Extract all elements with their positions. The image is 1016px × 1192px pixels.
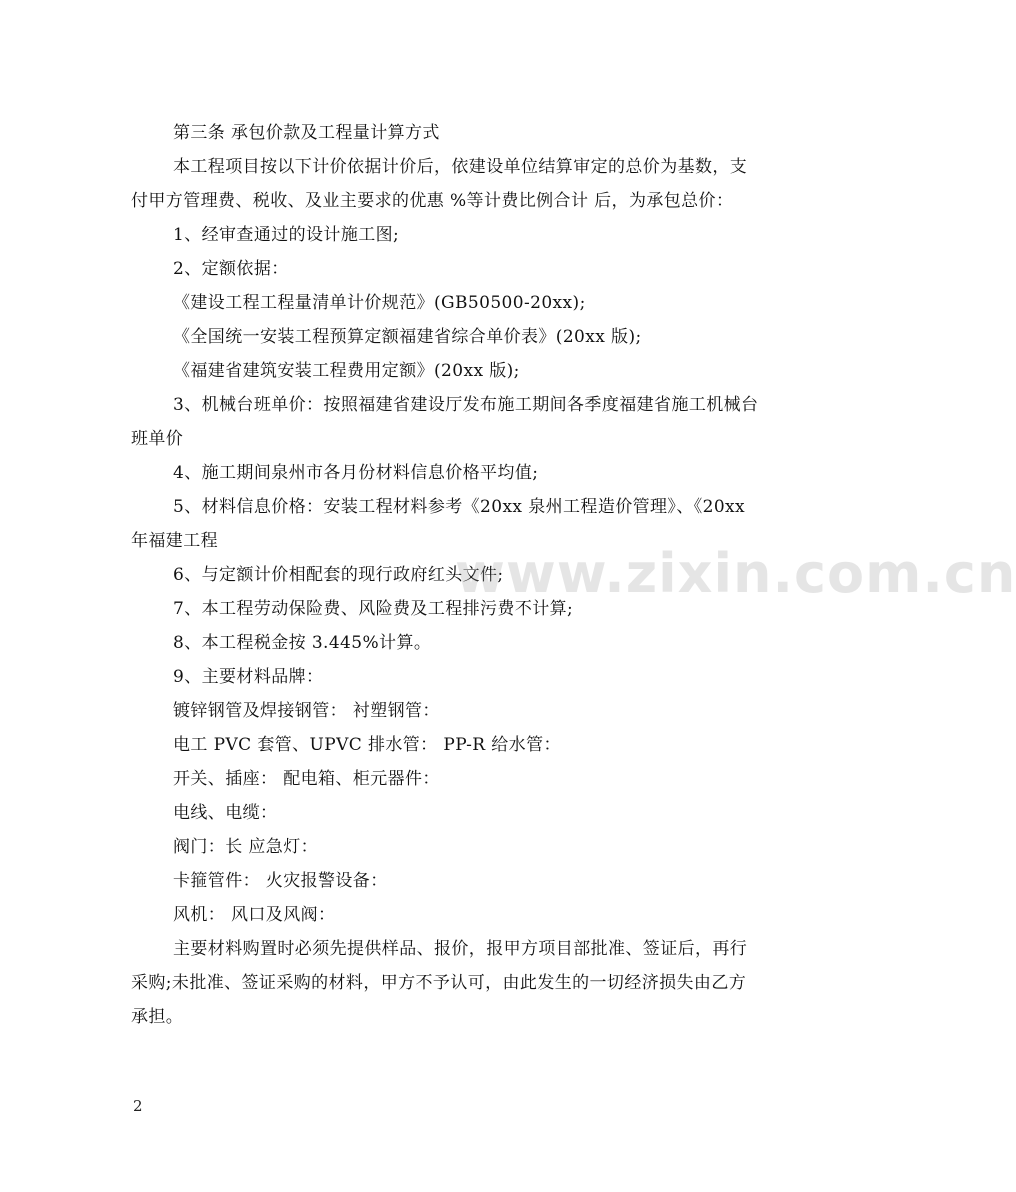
paragraph-line: 承担。 [131,1007,184,1027]
list-item: 3、机械台班单价：按照福建省建设厅发布施工期间各季度福建省施工机械台 [173,395,759,415]
material-line: 开关、插座： 配电箱、柜元器件： [173,769,440,789]
reference-line: 《建设工程工程量清单计价规范》(GB50500-20xx); [173,293,586,313]
material-line: 卡箍管件： 火灾报警设备： [173,871,388,891]
list-item: 9、主要材料品牌： [173,667,324,687]
list-item: 8、本工程税金按 3.445%计算。 [173,633,432,653]
material-line: 风机： 风口及风阀： [173,905,336,925]
paragraph-line: 年福建工程 [131,531,218,551]
material-line: 镀锌钢管及焊接钢管： 衬塑钢管： [173,701,440,721]
paragraph-line: 采购;未批准、签证采购的材料，甲方不予认可，由此发生的一切经济损失由乙方 [131,973,747,993]
list-item: 6、与定额计价相配套的现行政府红头文件; [173,565,504,585]
reference-line: 《全国统一安装工程预算定额福建省综合单价表》(20xx 版); [173,327,642,347]
list-item: 1、经审查通过的设计施工图; [173,225,400,245]
material-line: 电工 PVC 套管、UPVC 排水管： PP-R 给水管： [173,735,561,755]
paragraph-line: 付甲方管理费、税收、及业主要求的优惠 %等计费比例合计 后，为承包总价： [131,191,734,211]
paragraph-line: 主要材料购置时必须先提供样品、报价，报甲方项目部批准、签证后，再行 [173,939,748,959]
page-number: 2 [133,1097,143,1115]
list-item: 4、施工期间泉州市各月份材料信息价格平均值; [173,463,539,483]
material-line: 电线、电缆： [173,803,278,823]
paragraph-line: 本工程项目按以下计价依据计价后，依建设单位结算审定的总价为基数，支 [173,157,748,177]
list-item: 5、材料信息价格：安装工程材料参考《20xx 泉州工程造价管理》、《20xx [173,497,746,517]
section-heading: 第三条 承包价款及工程量计算方式 [173,123,440,143]
material-line: 阀门：长 应急灯： [173,837,319,857]
list-item: 2、定额依据： [173,259,289,279]
reference-line: 《福建省建筑安装工程费用定额》(20xx 版); [173,361,520,381]
list-item: 7、本工程劳动保险费、风险费及工程排污费不计算; [173,599,574,619]
watermark: www.zixin.com.cn [455,542,1016,605]
paragraph-line: 班单价 [131,429,184,449]
document-body [131,116,781,1034]
